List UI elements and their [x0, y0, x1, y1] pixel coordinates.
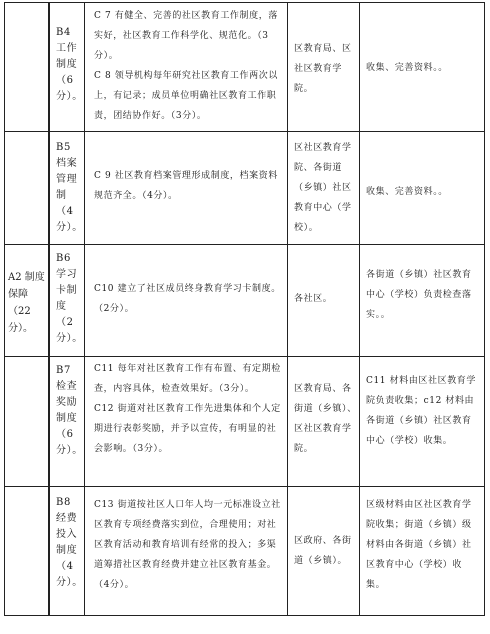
criteria-text: C 9 社区教育档案管理形成制度，档案资料规范齐全。（4分）。 — [94, 171, 278, 201]
category-cell — [5, 3, 49, 615]
responsible-text: 区政府、各街道（乡镇）。 — [294, 536, 352, 566]
responsible-cell — [287, 357, 359, 486]
responsible-cell — [287, 3, 359, 131]
category-label: A2 制度保障（22分）。 — [8, 272, 45, 334]
item-cell — [49, 245, 84, 356]
criteria-text: C13 街道按社区人口年人均一元标准设立社区教育专项经费落实到位，合理使用；对社区教育活动和教育培训有经常的投入；多渠道筹措社区教育经费并建立社区教育基金。（4分）。 — [94, 500, 281, 590]
method-text: 收集、完善资料。。 — [366, 63, 448, 73]
table-row-b7 — [5, 356, 484, 486]
table-row-b6 — [5, 244, 484, 356]
criteria-text: C11 每年对社区教育工作有布置、有定期检查，内容具体，检查效果好。（3分）。 C12 街道对社区教育工作先进集体和个人定期进行表彰奖励，并予以宣传，有明显的社会影响。（3分）。 — [94, 364, 281, 454]
method-cell — [359, 487, 484, 615]
responsible-text: 各社区。 — [294, 294, 333, 304]
method-text: 区级材料由区社区教育学院收集；街道（乡镇）级材料由各街道（乡镇）社区教育中心（学校）收集。 — [366, 500, 472, 590]
criteria-cell — [84, 132, 287, 244]
responsible-cell — [287, 245, 359, 356]
item-cell — [49, 357, 84, 486]
criteria-cell — [84, 3, 287, 131]
responsible-cell — [287, 487, 359, 615]
method-text: C11 材料由区社区教育学院负责收集；c12 材料由各街道（乡镇）社区教育中心（学校）收集。 — [366, 376, 476, 446]
method-cell — [359, 245, 484, 356]
item-text: B5 档案管理制（4分）。 — [56, 142, 83, 233]
responsible-text: 区社区教育学院、各街道（乡镇）社区教育中心（学校）。 — [294, 143, 352, 233]
method-text: 各街道（乡镇）社区教育中心（学校）负责检查落实。。 — [366, 270, 472, 320]
table-row-b5 — [5, 131, 484, 244]
criteria-cell — [84, 245, 287, 356]
item-text: B6 学习卡制度（2分）。 — [56, 253, 83, 344]
table-row-b8 — [5, 486, 484, 615]
criteria-cell — [84, 487, 287, 615]
method-cell — [359, 132, 484, 244]
item-cell — [49, 487, 84, 615]
method-text: 收集、完善资料。。 — [366, 187, 448, 197]
item-text: B4 工作制度（6分）。 — [56, 27, 83, 102]
evaluation-table — [4, 2, 485, 616]
criteria-text: C10 建立了社区成员终身教育学习卡制度。（2分）。 — [94, 284, 281, 314]
table-row-b4 — [5, 3, 484, 131]
method-cell — [359, 3, 484, 131]
criteria-cell — [84, 357, 287, 486]
item-text: B7 检查奖励制度（6分）。 — [56, 365, 83, 456]
item-cell — [49, 132, 84, 244]
responsible-text: 区教育局、区社区教育学院。 — [294, 44, 352, 94]
responsible-cell — [287, 132, 359, 244]
responsible-text: 区教育局、各街道（乡镇）、区社区教育学院。 — [294, 384, 357, 454]
item-text: B8 经费投入制度（4分）。 — [56, 497, 83, 588]
criteria-text: C 7 有健全、完善的社区教育工作制度，落实好，社区教育工作科学化、规范化。（3分）。 C 8 领导机构每年研究社区教育工作两次以上，有记录；成员单位明确社区教育工作职责，团结协作好。（3分）。 — [94, 11, 278, 121]
method-cell — [359, 357, 484, 486]
item-cell — [49, 3, 84, 131]
